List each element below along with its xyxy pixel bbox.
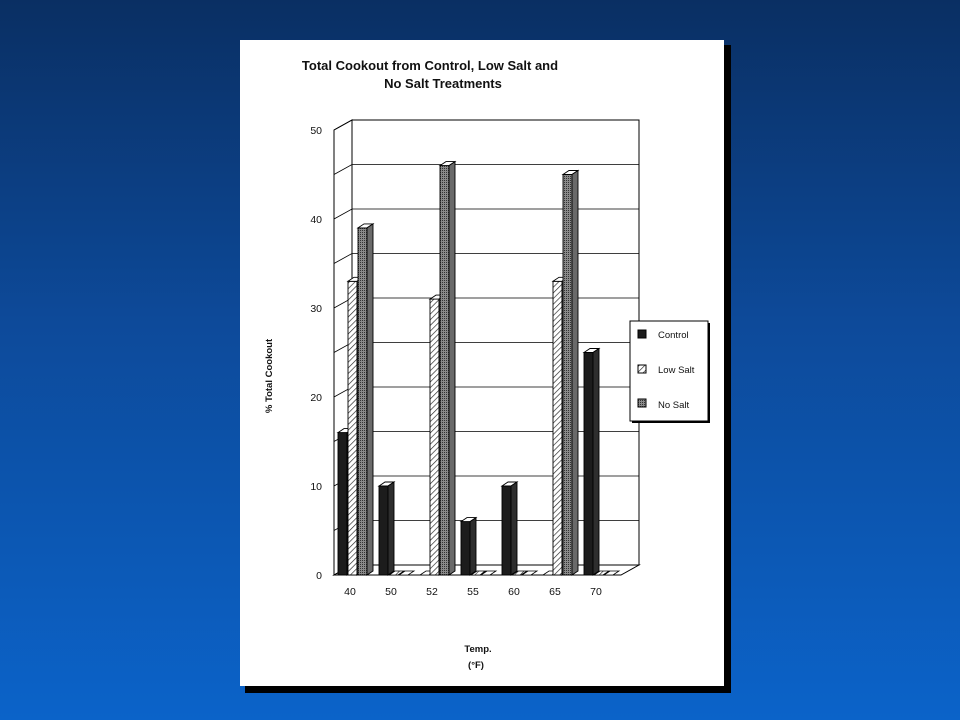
y-tick-label: 20 <box>310 392 322 404</box>
bar-side <box>367 224 373 575</box>
bar-no-salt-52 <box>440 162 455 575</box>
scanned-page <box>240 40 724 686</box>
legend <box>630 321 710 423</box>
y-tick-label: 30 <box>310 303 322 315</box>
bar-front <box>584 353 593 576</box>
y-tick-labels <box>310 125 322 582</box>
x-axis-label-line1: Temp. <box>464 644 492 655</box>
y-tick-label: 50 <box>310 125 322 137</box>
bar-side <box>593 349 599 576</box>
x-tick-label: 70 <box>590 586 602 598</box>
bar-front <box>440 166 449 575</box>
bar-control-60 <box>502 482 517 575</box>
chart-title-line2: No Salt Treatments <box>384 76 502 91</box>
bar-front <box>430 299 439 575</box>
bar-chart <box>240 40 724 686</box>
bar-front <box>348 281 357 575</box>
legend-label-low-salt: Low Salt <box>658 365 695 376</box>
legend-swatch-no-salt <box>638 399 646 407</box>
legend-label-no-salt: No Salt <box>658 400 690 411</box>
x-tick-label: 52 <box>426 586 438 598</box>
bar-control-70 <box>584 349 599 576</box>
bar-front <box>358 228 367 575</box>
bar-control-55 <box>461 518 476 575</box>
x-tick-label: 60 <box>508 586 520 598</box>
bar-front <box>563 175 572 576</box>
bar-side <box>388 482 394 575</box>
x-tick-label: 40 <box>344 586 356 598</box>
legend-swatch-control <box>638 330 646 338</box>
y-tick-label: 40 <box>310 214 322 226</box>
bar-side <box>449 162 455 575</box>
bar-front <box>338 433 347 575</box>
bar-no-salt-40 <box>358 224 373 575</box>
legend-swatch-low-salt <box>638 365 646 373</box>
bar-control-50 <box>379 482 394 575</box>
bar-side <box>572 171 578 576</box>
x-axis-label-line2: (°F) <box>468 660 484 671</box>
bar-no-salt-65 <box>563 171 578 576</box>
x-tick-labels <box>344 586 602 598</box>
bar-side <box>470 518 476 575</box>
bar-front <box>502 486 511 575</box>
bar-front <box>553 281 562 575</box>
y-axis-label: % Total Cookout <box>264 338 275 414</box>
y-tick-label: 0 <box>316 570 322 582</box>
bar-front <box>461 522 470 575</box>
y-tick-label: 10 <box>310 481 322 493</box>
chart-title-line1: Total Cookout from Control, Low Salt and <box>301 58 559 73</box>
bar-front <box>379 486 388 575</box>
x-tick-label: 50 <box>385 586 397 598</box>
bar-side <box>511 482 517 575</box>
x-tick-label: 65 <box>549 586 561 598</box>
legend-label-control: Control <box>658 330 689 341</box>
x-tick-label: 55 <box>467 586 479 598</box>
